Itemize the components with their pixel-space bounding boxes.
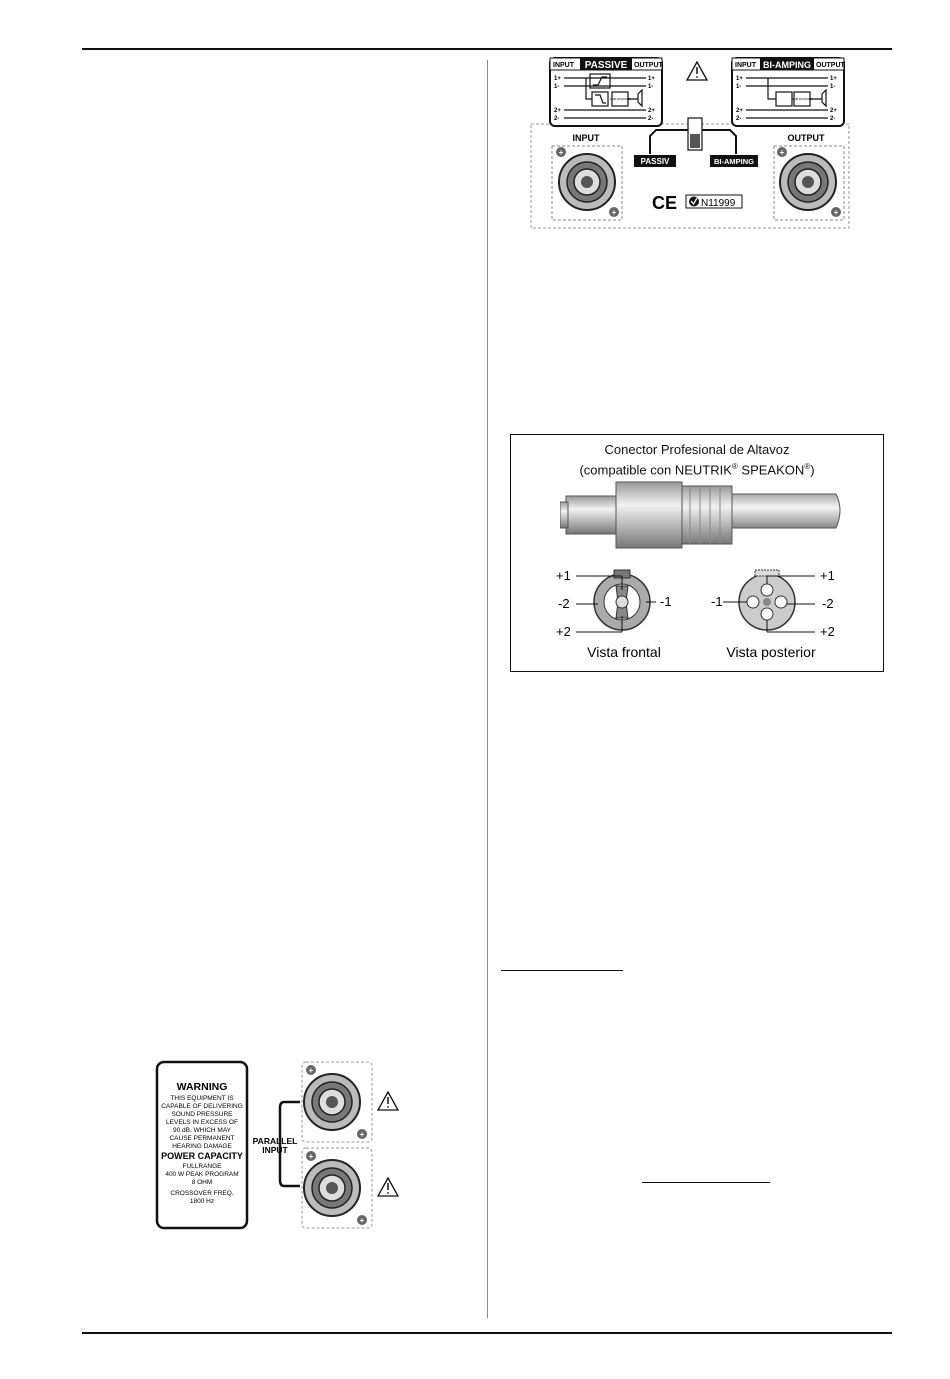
rear-minus1-label: -1 [711, 594, 723, 609]
speakon-rear-view [705, 562, 855, 662]
switch-passiv-label: PASSIV [640, 157, 670, 166]
speakon-plug-illustration [560, 476, 850, 552]
warning-triangle-bottom-icon [378, 1178, 398, 1196]
crossover-value: 1800 Hz [189, 1198, 215, 1205]
svg-text:+: + [359, 1130, 365, 1139]
svg-text:+: + [833, 208, 839, 217]
ce-mark: CE [652, 193, 678, 213]
biamp-pin-2m-left: 2- [736, 116, 742, 122]
biamp-pin-1m-right: 1- [830, 84, 836, 90]
passive-input-label: INPUT [553, 62, 574, 69]
biamp-pin-1m-left: 1- [736, 84, 742, 90]
svg-text:+: + [779, 148, 785, 157]
svg-text:+: + [308, 1152, 314, 1161]
rear-plus2-label: +2 [820, 624, 835, 639]
warning-body-line-2: CAPABLE OF DELIVERING [161, 1103, 243, 1110]
passive-pin-1m-right: 1- [648, 84, 654, 90]
passive-pin-1m-left: 1- [554, 84, 560, 90]
power-line-3: 8 OHM [191, 1179, 213, 1186]
warning-triangle-icon [687, 62, 707, 80]
svg-text:+: + [308, 1066, 314, 1075]
warning-body-line-1: THIS EQUIPMENT IS [170, 1095, 234, 1102]
front-plus1-label: +1 [556, 568, 571, 583]
passive-pin-2p-right: 2+ [648, 108, 655, 114]
passive-pin-1p-left: 1+ [554, 76, 561, 82]
warning-title: WARNING [176, 1081, 228, 1093]
warning-body-line-4: LEVELS IN EXCESS OF [166, 1119, 238, 1126]
rear-plus1-label: +1 [820, 568, 835, 583]
front-plus2-label: +2 [556, 624, 571, 639]
biamp-pin-2p-right: 2+ [830, 108, 837, 114]
warning-body-line-5: 90 dB, WHICH MAY [172, 1127, 232, 1134]
passive-label: PASSIVE [584, 60, 628, 71]
power-line-2: 400 W PEAK PROGRAM [165, 1171, 239, 1178]
passive-pin-1p-right: 1+ [648, 76, 655, 82]
cert-code: N11999 [701, 198, 736, 209]
svg-text:+: + [611, 208, 617, 217]
passive-sub-woofer-label: SUB WOOFER [609, 97, 631, 101]
power-capacity-title: POWER CAPACITY [161, 1151, 243, 1161]
parallel-jack-top [302, 1062, 372, 1142]
parallel-jack-bottom [302, 1148, 372, 1228]
output-speakon-jack [774, 146, 844, 220]
biamp-sub-woofer-label: SUB WOOFER [791, 97, 813, 101]
svg-text:+: + [558, 148, 564, 157]
connector-title-line2: (compatible con NEUTRIK® SPEAKON®) [579, 462, 815, 478]
column-divider [487, 60, 488, 1318]
passive-schematic [550, 58, 664, 126]
passive-pin-2m-right: 2- [648, 116, 654, 122]
footnote-rule [501, 970, 623, 971]
speakon-front-view [550, 562, 690, 662]
warning-panel-diagram [152, 1058, 406, 1234]
front-minus2-label: -2 [558, 596, 570, 611]
biamp-pin-1p-right: 1+ [830, 76, 837, 82]
parallel-label-line1: PARALLEL [252, 1136, 298, 1146]
rear-minus2-label: -2 [822, 596, 834, 611]
bottom-rule [82, 1332, 892, 1334]
switch-bi-amping-label: BI-AMPING [714, 157, 754, 166]
passive-pin-2m-left: 2- [554, 116, 560, 122]
front-minus1-label: -1 [660, 594, 672, 609]
warning-body-line-6: CAUSE PERMANENT [169, 1135, 235, 1142]
crossover-title: CROSSOVER FREQ. [170, 1190, 234, 1197]
top-rule [82, 48, 892, 50]
biamp-pin-1p-left: 1+ [736, 76, 743, 82]
warning-body-line-7: HEARING DAMAGE [172, 1143, 232, 1150]
connector-title-line1: Conector Profesional de Altavoz [604, 442, 790, 457]
svg-text:+: + [359, 1216, 365, 1225]
underline-rule [642, 1182, 770, 1183]
connector-figure-title [510, 441, 884, 478]
front-view-caption: Vista frontal [587, 644, 661, 660]
warning-body-line-3: SOUND PRESSURE [171, 1111, 233, 1118]
passive-output-label: OUTPUT [634, 62, 663, 69]
bi-amping-label: BI-AMPING [763, 60, 811, 70]
biamp-pin-2m-right: 2- [830, 116, 836, 122]
passive-pin-2p-left: 2+ [554, 108, 561, 114]
rear-view-caption: Vista posterior [726, 644, 816, 660]
c-tick-icon [689, 197, 699, 207]
mode-switch[interactable] [650, 118, 736, 154]
biamp-pin-2p-left: 2+ [736, 108, 743, 114]
power-line-1: FULLRANGE [182, 1163, 222, 1170]
biamp-output-label: OUTPUT [816, 62, 845, 69]
input-connector-label: INPUT [572, 133, 600, 143]
output-connector-label: OUTPUT [787, 133, 825, 143]
input-speakon-jack [552, 146, 622, 220]
parallel-label-line2: INPUT [262, 1145, 288, 1155]
rear-panel-diagram [530, 54, 850, 230]
bi-amping-schematic [732, 58, 846, 126]
warning-triangle-top-icon [378, 1092, 398, 1110]
biamp-input-label: INPUT [735, 62, 756, 69]
